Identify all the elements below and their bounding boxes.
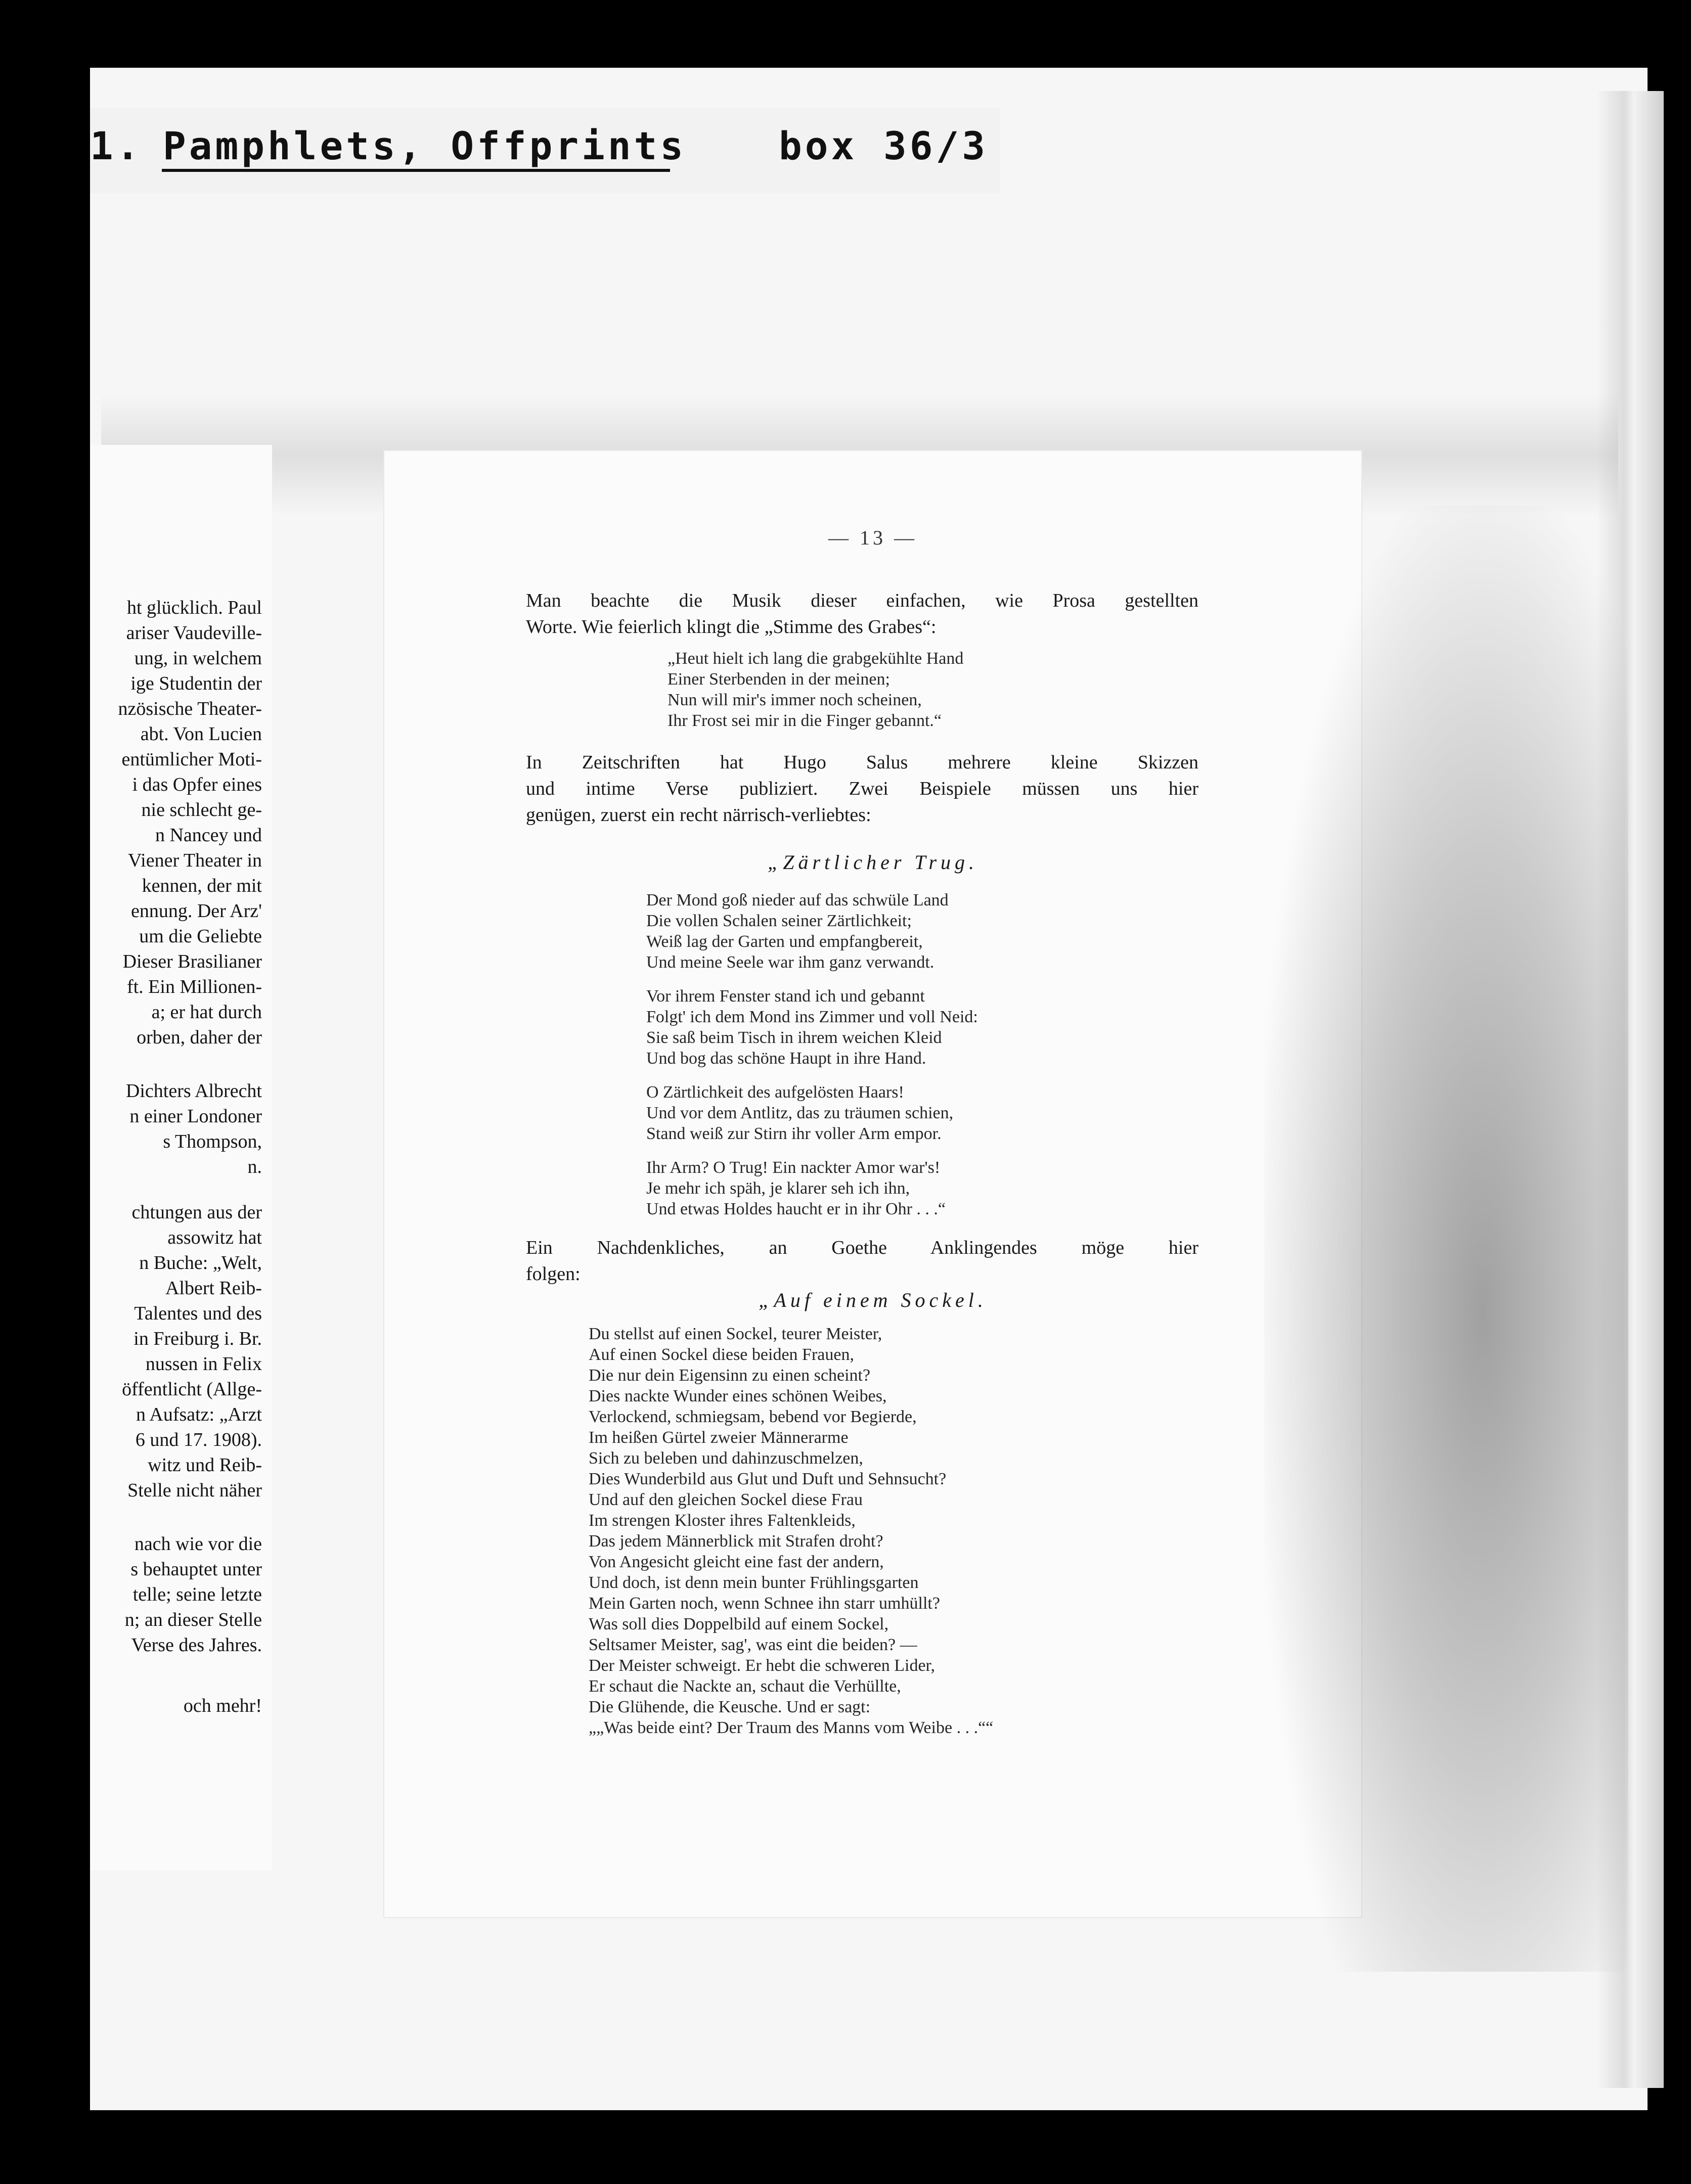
left-page-line: och mehr! xyxy=(183,1695,262,1716)
left-page-line: n Aufsatz: „Arzt xyxy=(136,1404,262,1425)
paragraph-line: und intime Verse publiziert. Zwei Beispiele müssen uns hier xyxy=(526,778,1198,799)
grave-verse xyxy=(668,648,963,731)
left-page-line: Verse des Jahres. xyxy=(131,1634,262,1656)
verse-line: Folgt' ich dem Mond ins Zimmer und voll Neid: xyxy=(646,1008,978,1026)
paragraph-line: In Zeitschriften hat Hugo Salus mehrere kleine Skizzen xyxy=(526,752,1198,773)
poem2-body xyxy=(589,1324,993,1738)
left-page-line: ung, in welchem xyxy=(134,648,262,669)
verse-line: Verlockend, schmiegsam, bebend vor Begierde, xyxy=(589,1407,917,1426)
poem1-stanza xyxy=(646,1082,978,1144)
verse-line: Und bog das schöne Haupt in ihre Hand. xyxy=(646,1049,926,1068)
verse-line: Und auf den gleichen Sockel diese Frau xyxy=(589,1490,863,1509)
left-page-line: Dichters Albrecht xyxy=(125,1080,262,1102)
verse-line: Die Glühende, die Keusche. Und er sagt: xyxy=(589,1698,871,1716)
verse-line: Was soll dies Doppelbild auf einem Sockel, xyxy=(589,1615,889,1633)
verse-line: Ihr Frost sei mir in die Finger gebannt.“ xyxy=(668,711,942,730)
poem1-title: „Zärtlicher Trug. xyxy=(767,851,978,874)
left-page-line: telle; seine letzte xyxy=(132,1584,262,1605)
verse-line: Je mehr ich späh, je klarer seh ich ihn, xyxy=(646,1179,910,1198)
left-page-line: Albert Reib- xyxy=(165,1278,262,1299)
left-page-line: i das Opfer eines xyxy=(132,774,262,795)
verse-line: Die nur dein Eigensinn zu einen scheint? xyxy=(589,1366,871,1385)
left-page-line: assowitz hat xyxy=(167,1227,262,1248)
left-page-line: Viener Theater in xyxy=(128,850,262,871)
second-paragraph xyxy=(526,749,1198,828)
verse-line: Sich zu beleben und dahinzuschmelzen, xyxy=(589,1449,863,1468)
paragraph-line: Ein Nachdenkliches, an Goethe Anklingendes möge hier xyxy=(526,1237,1198,1258)
left-page-line: nussen in Felix xyxy=(145,1353,262,1375)
left-page-line: nach wie vor die xyxy=(134,1533,262,1555)
left-page-line: in Freiburg i. Br. xyxy=(134,1328,262,1349)
poem2-title: „Auf einem Sockel. xyxy=(759,1289,987,1311)
left-page-line: abt. Von Lucien xyxy=(140,723,262,745)
verse-line: Und etwas Holdes haucht er in ihr Ohr . . .“ xyxy=(646,1200,946,1218)
verse-line: Seltsamer Meister, sag', was eint die beiden? — xyxy=(589,1635,917,1654)
verse-line: Dies nackte Wunder eines schönen Weibes, xyxy=(589,1387,887,1405)
left-page-line: a; er hat durch xyxy=(151,1002,262,1023)
verse-line: Die vollen Schalen seiner Zärtlichkeit; xyxy=(646,912,912,930)
left-page-line: entümlicher Moti- xyxy=(121,749,262,770)
left-page-line: witz und Reib- xyxy=(148,1454,262,1476)
left-cropped-page xyxy=(90,445,272,1871)
verse-line: Und meine Seele war ihm ganz verwandt. xyxy=(646,953,935,972)
verse-line: „Heut hielt ich lang die grabgekühlte Hand xyxy=(668,649,964,668)
left-page-line: s Thompson, xyxy=(163,1131,262,1152)
verse-line: Er schaut die Nackte an, schaut die Verhüllte, xyxy=(589,1677,901,1696)
left-page-line: n einer Londoner xyxy=(129,1106,262,1127)
poem1-stanza xyxy=(646,890,978,973)
verse-line: Und vor dem Antlitz, das zu träumen schien, xyxy=(646,1104,954,1122)
left-page-line: orben, daher der xyxy=(137,1027,262,1048)
verse-line: Der Meister schweigt. Er hebt die schweren Lider, xyxy=(589,1656,935,1675)
offprint-page xyxy=(384,451,1361,1917)
paragraph-line: Worte. Wie feierlich klingt die „Stimme des Grabes“: xyxy=(526,616,937,638)
left-page-line: n. xyxy=(247,1156,262,1177)
verse-line: Mein Garten noch, wenn Schnee ihn starr umhüllt? xyxy=(589,1594,940,1613)
left-page-line: 6 und 17. 1908). xyxy=(135,1429,262,1450)
poem1-body xyxy=(646,890,978,1233)
paragraph-line: genügen, zuerst ein recht närrisch-verliebtes: xyxy=(526,804,871,826)
left-page-line: ft. Ein Millionen- xyxy=(126,976,262,997)
label-number: 1. xyxy=(90,123,143,168)
verse-line: Vor ihrem Fenster stand ich und gebannt xyxy=(646,987,925,1006)
verse-line: Weiß lag der Garten und empfangbereit, xyxy=(646,932,923,951)
left-page-line: ariser Vaudeville- xyxy=(126,622,262,644)
left-page-line: Dieser Brasilianer xyxy=(122,951,262,972)
left-page-line: nzösische Theater- xyxy=(118,698,262,719)
left-page-line: s behauptet unter xyxy=(130,1559,262,1580)
left-page-line: ige Studentin der xyxy=(130,673,262,694)
label-title: Pamphlets, Offprints xyxy=(163,123,687,168)
intro-paragraph xyxy=(526,587,1198,640)
left-page-line: chtungen aus der xyxy=(131,1202,262,1223)
verse-line: Einer Sterbenden in der meinen; xyxy=(668,670,890,689)
left-page-line: n; an dieser Stelle xyxy=(124,1609,262,1630)
left-page-line: n Buche: „Welt, xyxy=(139,1252,262,1273)
verse-line: Das jedem Männerblick mit Strafen droht? xyxy=(589,1532,883,1551)
verse-line: Nun will mir's immer noch scheinen, xyxy=(668,691,922,709)
verse-line: Du stellst auf einen Sockel, teurer Meister, xyxy=(589,1325,882,1343)
verse-line: Von Angesicht gleicht eine fast der andern, xyxy=(589,1553,884,1571)
verse-line: O Zärtlichkeit des aufgelösten Haars! xyxy=(646,1083,904,1102)
verse-line: Und doch, ist denn mein bunter Frühlingsgarten xyxy=(589,1573,919,1592)
verse-line: Im strengen Kloster ihres Faltenkleids, xyxy=(589,1511,856,1530)
verse-line: Im heißen Gürtel zweier Männerarme xyxy=(589,1428,849,1447)
poem1-stanza xyxy=(646,1157,978,1219)
left-page-line: Stelle nicht näher xyxy=(127,1480,262,1501)
left-page-line: öffentlicht (Allge- xyxy=(122,1379,262,1400)
page-number: — 13 — xyxy=(828,526,917,549)
left-page-line: nie schlecht ge- xyxy=(141,799,262,821)
paragraph-line: folgen: xyxy=(526,1263,581,1285)
folder-shadow xyxy=(1264,506,1628,1972)
left-page-line: um die Geliebte xyxy=(139,926,262,947)
paragraph-line: Man beachte die Musik dieser einfachen, wie Prosa gestellten xyxy=(526,590,1198,611)
left-page-line: n Nancey und xyxy=(155,825,262,846)
verse-line: Stand weiß zur Stirn ihr voller Arm empor. xyxy=(646,1124,942,1143)
verse-line: Der Mond goß nieder auf das schwüle Land xyxy=(646,891,949,909)
verse-line: Ihr Arm? O Trug! Ein nackter Amor war's! xyxy=(646,1158,941,1177)
left-page-line: ht glücklich. Paul xyxy=(126,597,262,618)
verse-line: „„Was beide eint? Der Traum des Manns vom Weibe . . .““ xyxy=(589,1718,994,1737)
left-page-line: ennung. Der Arz' xyxy=(130,900,262,922)
third-paragraph xyxy=(526,1235,1198,1287)
verse-line: Auf einen Sockel diese beiden Frauen, xyxy=(589,1345,854,1364)
label-underline xyxy=(162,169,670,172)
left-page-line: Talentes und des xyxy=(134,1303,262,1324)
poem1-stanza xyxy=(646,986,978,1069)
left-page-line: kennen, der mit xyxy=(142,875,262,896)
verse-line: Sie saß beim Tisch in ihrem weichen Kleid xyxy=(646,1028,942,1047)
label-box-number: box 36/3 xyxy=(779,123,989,168)
verse-line: Dies Wunderbild aus Glut und Duft und Sehnsucht? xyxy=(589,1470,947,1488)
